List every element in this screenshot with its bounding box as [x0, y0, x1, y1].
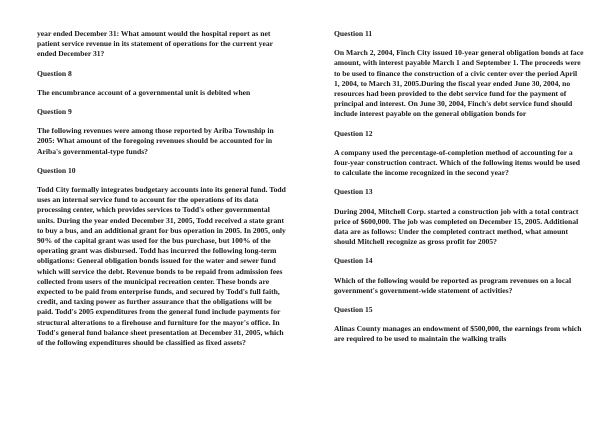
question-11-heading: Question 11 [334, 29, 373, 38]
question-15-heading: Question 15 [334, 305, 373, 315]
question-13-text: During 2004, Mitchell Corp. started a construction job with a total contract price of $600,000. The job was completed on December 15, 2005. Additional data are as follows: Under the completed contract method, what amount should Mitchell recognize as gross profit for 2005? [334, 206, 579, 247]
question-14-text: Which of the following would be reported as program revenues on a local government's government-wide statement of activities? [334, 275, 572, 295]
question-10-text: Todd City formally integrates budgetary accounts into its general fund. Todd uses an internal service fund to account for the operations of its data processing center, which provides services to Todd's other governmental units. During the year ended December 31, 2005, Todd received a state grant to buy a bus, and an additional grant for bus operation in 2005. In 2005, only 90% of the capital grant was used for the bus purchase, but 100% of the operating grant was disbursed. Todd has incurred the following long-term obligations: General obligation bonds issued for the water and sewer fund which will service the debt. Revenue bonds to be repaid from admission fees collected from users of the municipal recreation center. These bonds are expected to be paid from enterprise funds, and secured by Todd's full faith, credit, and taxing power as further assurance that the obligations will be paid. Todd's 2005 expenditures from the general fund include payments for structural alterations to a firehouse and furniture for the mayor's office. In Todd's general fund balance sheet presentation at December 31, 2005, which of the following expenditures should be classified as fixed assets? [37, 185, 286, 348]
question-8-heading: Question 8 [37, 68, 72, 78]
question-9-text: The following revenues were among those reported by Ariba Township in 2005: What amount of the foregoing revenues should be accounted for in Ariba's governmental-type funds? [37, 126, 274, 156]
question-10-heading: Question 10 [37, 165, 76, 175]
question-7-continuation: year ended December 31: What amount would the hospital report as net patient service revenue in its statement of operations for the current year ended December 31? [37, 29, 273, 59]
question-9-heading: Question 9 [37, 107, 72, 117]
question-12-heading: Question 12 [334, 128, 373, 138]
question-12-text: A company used the percentage-of-completion method of accounting for a four-year construction contract. Which of the following items would be used to calculate the income recognized in the second year? [334, 147, 581, 178]
question-8-text: The encumbrance account of a governmental unit is debited when [37, 87, 251, 97]
right-column [334, 29, 584, 345]
question-13-heading: Question 13 [334, 187, 373, 197]
question-11-text: On March 2, 2004, Finch City issued 10-year general obligation bonds at face amount, with interest payable March 1 and September 1. The proceeds were to be used to finance the construction of a civic center over the period April 1, 2004, to March 31, 2005.During the fiscal year ended June 30, 2004, no resources had been provided to the debt service fund for the payment of principal and interest. On June 30, 2004, Finch's debt service fund should include interest payable on the general obligation bonds for [334, 48, 584, 119]
left-column [37, 29, 287, 348]
question-15-text: Alinas County manages an endowment of $500,000, the earnings from which are required to be used to maintain the walking trails [334, 324, 582, 344]
question-14-heading: Question 14 [334, 256, 373, 266]
